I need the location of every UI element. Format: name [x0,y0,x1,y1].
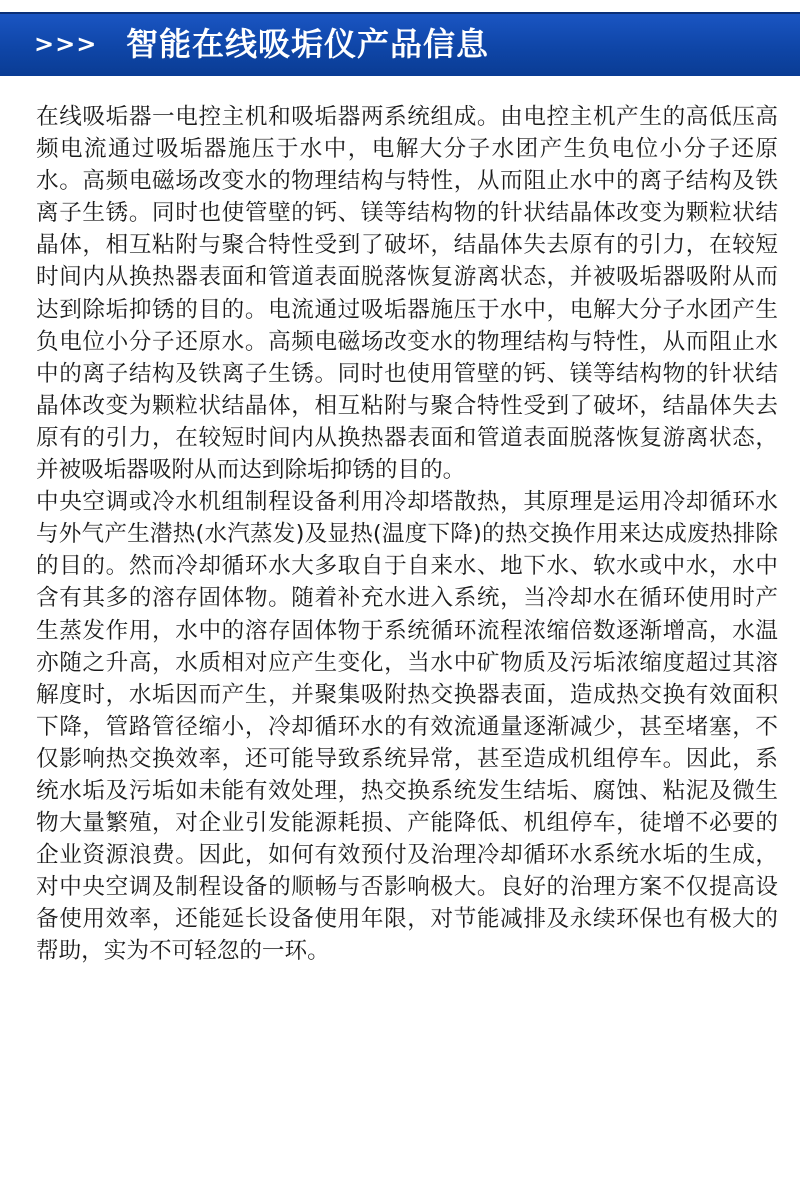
page-title: 智能在线吸垢仪产品信息 [126,25,490,63]
paragraph-cooling-water-scaling: 中央空调或冷水机组制程设备利用冷却塔散热，其原理是运用冷却循环水与外气产生潜热(水汽蒸发)及显热(温度下降)的热交换作用来达成废热排除的目的。然而冷却循环水大多取自于自来水、地下水、软水或中水，水中含有其多的溶存固体物。随着补充水进入系统，当冷却水在循环使用时产生蒸发作用，水中的溶存固体物于系统循环流程浓缩倍数逐渐增高，水温亦随之升高，水质相对应产生变化，当水中矿物质及污垢浓缩度超过其溶解度时，水垢因而产生，并聚集吸附热交换器表面，造成热交换有效面积下降，管路管径缩小，冷却循环水的有效流通量逐渐减少，甚至堵塞，不仅影响热交换效率，还可能导致系统异常，甚至造成机组停车。因此，系统水垢及污垢如未能有效处理，热交换系统发生结垢、腐蚀、粘泥及微生物大量繁殖，对企业引发能源耗损、产能降低、机组停车，徒增不必要的企业资源浪费。因此，如何有效预付及治理冷却循环水系统水垢的生成，对中央空调及制程设备的顺畅与否影响极大。良好的治理方案不仅提高设备使用效率，还能延长设备使用年限，对节能减排及永续环保也有极大的帮助，实为不可轻忽的一环。 [36,489,778,965]
header-arrows-icon: >>> [34,30,98,58]
paragraph-scale-remover-principle: 在线吸垢器一电控主机和吸垢器两系统组成。由电控主机产生的高低压高频电流通过吸垢器施压于水中，电解大分子水团产生负电位小分子还原水。高频电磁场改变水的物理结构与特性，从而阻止水中的离子结构及铁离子生锈。同时也使管壁的钙、镁等结构物的针状结晶体改变为颗粒状结晶体，相互粘附与聚合特性受到了破坏，结晶体失去原有的引力，在较短时间内从换热器表面和管道表面脱落恢复游离状态，并被吸垢器吸附从而达到除垢抑锈的目的。电流通过吸垢器施压于水中，电解大分子水团产生负电位小分子还原水。高频电磁场改变水的物理结构与特性，从而阻止水中的离子结构及铁离子生锈。同时也使用管壁的钙、镁等结构物的针状结晶体改变为颗粒状结晶体，相互粘附与聚合特性受到了破坏，结晶体失去原有的引力，在较短时间内从换热器表面和管道表面脱落恢复游离状态，并被吸垢器吸附从而达到除垢抑锈的目的。 [36,104,778,484]
article-body [36,101,778,968]
header-banner [0,12,800,76]
